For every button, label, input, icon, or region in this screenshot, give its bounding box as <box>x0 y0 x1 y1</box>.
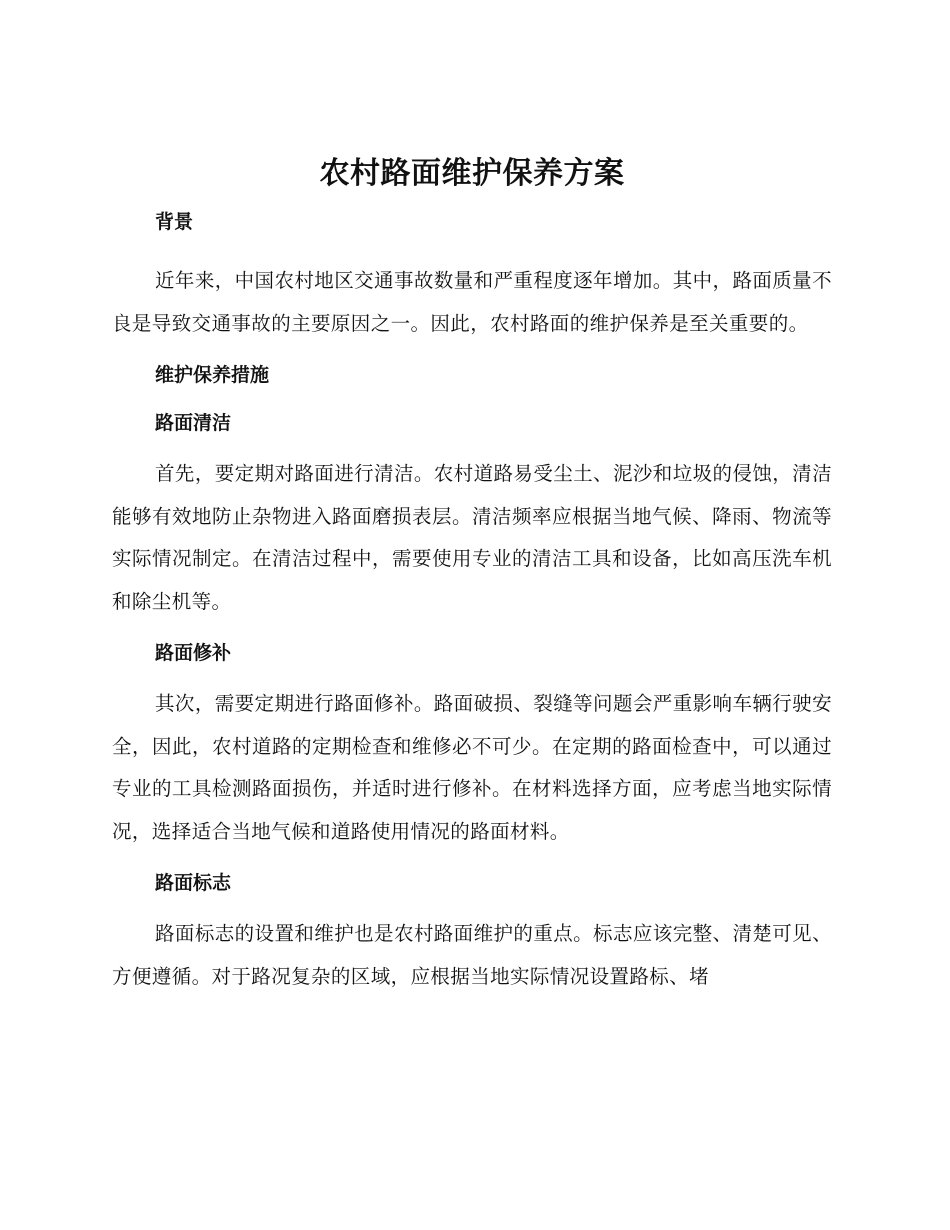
paragraph-repair: 其次，需要定期进行路面修补。路面破损、裂缝等问题会严重影响车辆行驶安全，因此，农村道路的定期检查和维修必不可少。在定期的路面检查中，可以通过专业的工具检测路面损伤，并适时进行修补。在材料选择方面，应考虑当地实际情况，选择适合当地气候和道路使用情况的路面材料。 <box>112 692 832 843</box>
section-heading-signs: 路面标志 <box>155 872 232 894</box>
page-title: 农村路面维护保养方案 <box>319 156 625 191</box>
section-heading-background: 背景 <box>155 211 194 233</box>
paragraph-background: 近年来，中国农村地区交通事故数量和严重程度逐年增加。其中，路面质量不良是导致交通事故的主要原因之一。因此，农村路面的维护保养是至关重要的。 <box>112 269 832 335</box>
section-heading-measures: 维护保养措施 <box>155 364 270 386</box>
section-heading-cleaning: 路面清洁 <box>155 412 232 434</box>
paragraph-signs: 路面标志的设置和维护也是农村路面维护的重点。标志应该完整、清楚可见、方便遵循。对于路况复杂的区域，应根据当地实际情况设置路标、堵 <box>112 922 832 988</box>
section-heading-repair: 路面修补 <box>155 642 232 664</box>
document-content <box>112 150 832 998</box>
paragraph-cleaning: 首先，要定期对路面进行清洁。农村道路易受尘土、泥沙和垃圾的侵蚀，清洁能够有效地防止杂物进入路面磨损表层。清洁频率应根据当地气候、降雨、物流等实际情况制定。在清洁过程中，需要使用专业的清洁工具和设备，比如高压洗车机和除尘机等。 <box>112 462 832 613</box>
